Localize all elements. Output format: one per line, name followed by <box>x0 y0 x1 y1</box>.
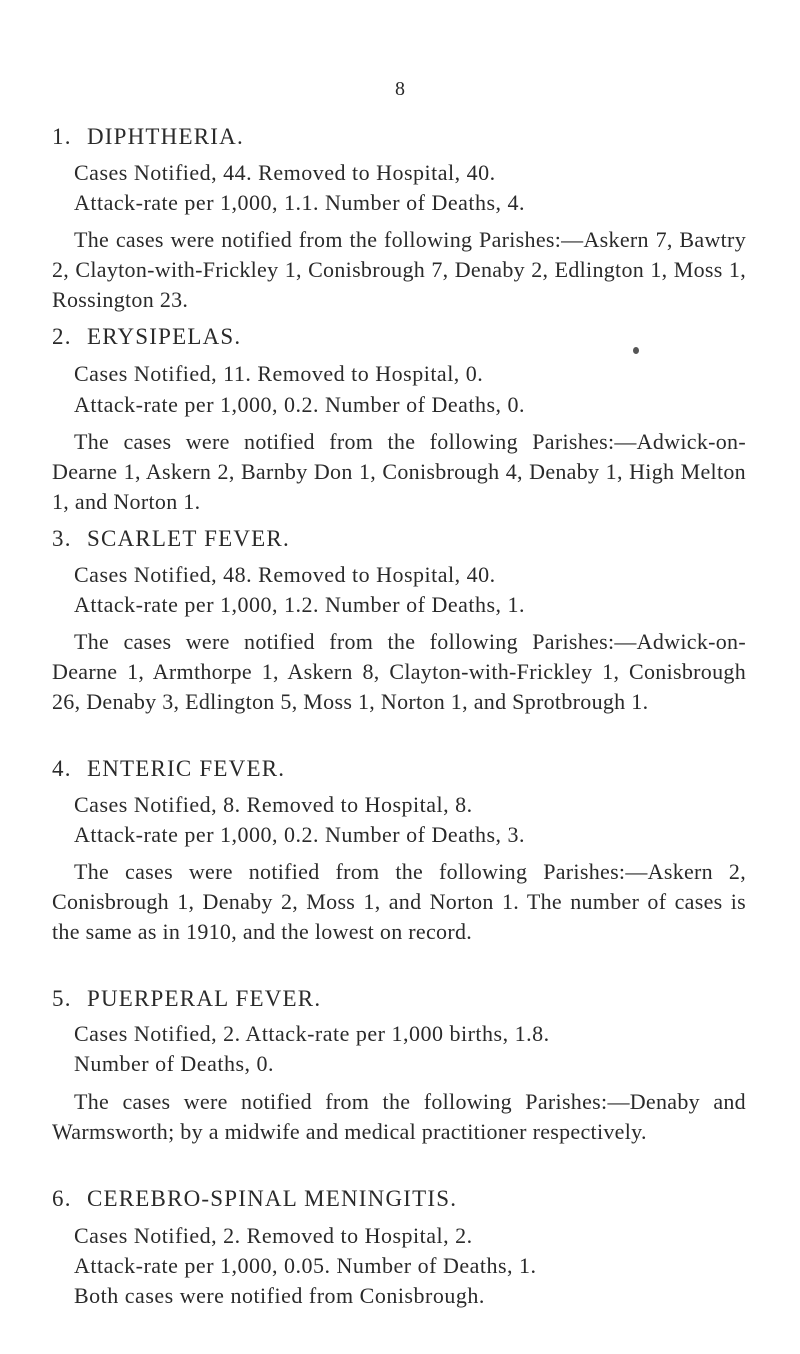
section-5-line-1: Cases Notified, 2. Attack-rate per 1,000 births, 1.8. <box>74 1021 550 1046</box>
section-3-line-1: Cases Notified, 48. Removed to Hospital, 40. <box>74 562 496 587</box>
section-6-line-3: Both cases were notified from Conisbrough. <box>74 1283 485 1308</box>
ink-spot <box>633 347 639 354</box>
section-2-paragraph: The cases were notified from the following Parishes:—Adwick-on-Dearne 1, Askern 2, Barnby Don 1, Conisbrough 4, Denaby 1, High Melton 1, and Norton 1. <box>52 429 746 514</box>
section-1-line-2: Attack-rate per 1,000, 1.1. Number of Deaths, 4. <box>74 190 526 215</box>
section-3-title: SCARLET FEVER. <box>86 526 290 551</box>
section-2-heading <box>52 324 241 350</box>
section-1-title: DIPHTHERIA. <box>86 124 244 149</box>
section-3-line-2: Attack-rate per 1,000, 1.2. Number of Deaths, 1. <box>74 592 526 617</box>
section-5-heading <box>52 986 321 1012</box>
section-5-paragraph: The cases were notified from the following Parishes:—Denaby and Warmsworth; by a midwife and medical practitioner respectively. <box>52 1089 746 1144</box>
section-1-number: 1. <box>52 124 72 149</box>
section-6-line-2: Attack-rate per 1,000, 0.05. Number of Deaths, 1. <box>74 1253 537 1278</box>
section-1-heading <box>52 124 244 150</box>
section-2-number: 2. <box>52 324 72 349</box>
section-4-number: 4. <box>52 756 72 781</box>
section-2-line-1: Cases Notified, 11. Removed to Hospital, 0. <box>74 361 484 386</box>
section-6-number: 6. <box>52 1186 72 1211</box>
section-6-heading <box>52 1186 457 1212</box>
section-5-number: 5. <box>52 986 72 1011</box>
section-4-title: ENTERIC FEVER. <box>86 756 286 781</box>
section-1-line-1: Cases Notified, 44. Removed to Hospital, 40. <box>74 160 496 185</box>
page-number: 8 <box>395 78 405 100</box>
section-4-line-1: Cases Notified, 8. Removed to Hospital, 8. <box>74 792 473 817</box>
section-3-heading <box>52 526 290 552</box>
section-1-paragraph: The cases were notified from the following Parishes:—Askern 7, Bawtry 2, Clayton-with-Frickley 1, Conisbrough 7, Denaby 2, Edlington 1, Moss 1, Rossington 23. <box>52 227 746 312</box>
section-4-paragraph: The cases were notified from the following Parishes:—Askern 2, Conisbrough 1, Denaby 2, Moss 1, and Norton 1. The number of cases is the same as in 1910, and the lowest on record. <box>52 859 746 944</box>
section-5-title: PUERPERAL FEVER. <box>86 986 322 1011</box>
section-5-line-2: Number of Deaths, 0. <box>74 1051 275 1076</box>
section-3-number: 3. <box>52 526 72 551</box>
section-2-line-2: Attack-rate per 1,000, 0.2. Number of Deaths, 0. <box>74 392 526 417</box>
section-3-paragraph: The cases were notified from the following Parishes:—Adwick-on-Dearne 1, Armthorpe 1, Askern 8, Clayton-with-Frickley 1, Conisbrough 26, Denaby 3, Edlington 5, Moss 1, Norton 1, and Sprotbrough 1. <box>52 629 746 714</box>
section-4-heading <box>52 756 285 782</box>
section-6-line-1: Cases Notified, 2. Removed to Hospital, 2. <box>74 1223 473 1248</box>
section-6-title: CEREBRO-SPINAL MENINGITIS. <box>86 1186 458 1211</box>
section-2-title: ERYSIPELAS. <box>86 324 242 349</box>
section-4-line-2: Attack-rate per 1,000, 0.2. Number of Deaths, 3. <box>74 822 526 847</box>
